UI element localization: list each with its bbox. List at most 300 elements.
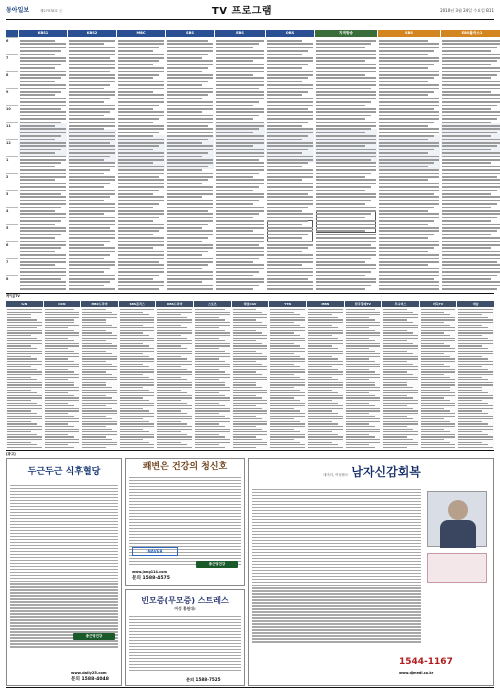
program-text-line xyxy=(316,281,376,283)
cable-program-text-line xyxy=(7,416,42,417)
program-text-line xyxy=(379,128,439,130)
program-text-line xyxy=(316,179,376,181)
cable-program-text-line xyxy=(383,317,418,318)
program-text-line xyxy=(379,105,439,107)
program-text-line xyxy=(20,162,61,164)
cable-program-text-line xyxy=(157,361,192,362)
program-text-line xyxy=(118,128,164,130)
program-text-line xyxy=(442,71,500,73)
cable-program-text-line xyxy=(270,314,300,315)
program-text-line xyxy=(20,254,66,256)
program-text-line xyxy=(167,234,213,236)
cable-program-text-line xyxy=(195,392,219,393)
cable-program-text-line xyxy=(233,374,263,375)
program-text-line xyxy=(69,152,115,154)
cable-column xyxy=(194,301,231,449)
cable-program-text-line xyxy=(195,345,230,346)
cable-program-text-line xyxy=(120,439,144,440)
program-text-line xyxy=(379,135,434,137)
program-text-line xyxy=(20,275,66,277)
schedule-info-line xyxy=(6,21,494,28)
cable-program-text-line xyxy=(383,405,407,406)
cable-program-text-line xyxy=(195,410,230,411)
cable-program-text-line xyxy=(82,364,112,365)
cable-program-text-line xyxy=(157,444,187,445)
program-text-line xyxy=(216,169,264,171)
program-text-line xyxy=(20,64,61,66)
channel-column-sbs xyxy=(166,30,214,292)
cable-program-text-line xyxy=(458,397,493,398)
cable-program-text-line xyxy=(308,392,338,393)
program-text-line xyxy=(167,275,213,277)
program-text-line xyxy=(20,91,61,93)
program-text-line xyxy=(69,271,104,273)
cable-program-text-line xyxy=(270,397,294,398)
cable-program-text-line xyxy=(346,400,381,401)
cable-program-text-line xyxy=(383,369,418,370)
program-text-line xyxy=(216,183,264,185)
program-text-line xyxy=(69,173,104,175)
cable-program-text-line xyxy=(7,405,42,406)
program-text-line xyxy=(167,224,208,226)
cable-program-text-line xyxy=(383,327,418,328)
cable-program-text-line xyxy=(308,335,332,336)
cable-program-text-line xyxy=(233,330,257,331)
program-text-line xyxy=(118,207,153,209)
program-text-line xyxy=(118,169,164,171)
program-text-line xyxy=(316,132,365,134)
program-text-line xyxy=(69,203,115,205)
cable-program-text-line xyxy=(346,444,370,445)
cable-program-text-line xyxy=(7,353,42,354)
program-text-line xyxy=(118,224,164,226)
program-text-line xyxy=(442,244,500,246)
program-text-line xyxy=(442,183,500,185)
program-text-line xyxy=(316,190,365,192)
cable-program-text-line xyxy=(7,447,42,448)
program-text-line xyxy=(379,247,434,249)
program-text-line xyxy=(20,81,55,83)
cable-program-text-line xyxy=(120,442,150,443)
cable-program-text-line xyxy=(308,374,343,375)
program-text-line xyxy=(20,237,55,239)
cable-program-text-line xyxy=(233,413,268,414)
cable-program-text-line xyxy=(7,338,37,339)
cable-channel-head: 예술 xyxy=(457,301,494,307)
program-text-line xyxy=(379,162,434,164)
program-text-line xyxy=(316,125,376,127)
program-text-line xyxy=(216,275,253,277)
hour-label: 6 xyxy=(6,37,18,54)
program-text-line xyxy=(69,40,115,42)
program-text-line xyxy=(379,145,439,147)
cable-program-text-line xyxy=(383,335,418,336)
cable-program-text-line xyxy=(421,434,456,435)
cable-program-text-line xyxy=(45,338,69,339)
ad-subheadline: 여성 홍원대! xyxy=(174,606,196,612)
program-text-line xyxy=(379,64,434,66)
cable-program-text-line xyxy=(233,423,268,424)
program-text-line xyxy=(69,162,115,164)
program-text-line xyxy=(20,169,66,171)
cable-program-text-line xyxy=(7,442,31,443)
program-text-line xyxy=(167,247,213,249)
cable-program-text-line xyxy=(120,348,155,349)
cable-program-text-line xyxy=(195,439,230,440)
program-text-line xyxy=(118,98,164,100)
cable-channel-head: 채널CGV xyxy=(232,301,269,307)
cable-program-text-line xyxy=(308,413,338,414)
cable-program-text-line xyxy=(82,410,117,411)
program-text-line xyxy=(442,91,491,93)
cable-program-text-line xyxy=(157,403,187,404)
cable-program-text-line xyxy=(120,416,155,417)
program-text-line xyxy=(316,101,371,103)
program-text-line xyxy=(316,210,376,212)
cable-program-text-line xyxy=(82,338,117,339)
cable-program-text-line xyxy=(195,403,219,404)
ad-body-text xyxy=(10,485,118,649)
cable-program-text-line xyxy=(308,309,343,310)
cable-program-text-line xyxy=(270,403,305,404)
program-text-line xyxy=(216,200,259,202)
program-text-line xyxy=(167,128,213,130)
cable-program-text-line xyxy=(157,325,181,326)
program-text-line xyxy=(267,227,313,229)
program-text-line xyxy=(442,98,500,100)
cable-program-text-line xyxy=(458,358,488,359)
cable-program-text-line xyxy=(270,366,300,367)
cable-program-text-line xyxy=(383,397,413,398)
program-text-line xyxy=(316,183,376,185)
program-text-line xyxy=(69,288,115,290)
cable-program-text-line xyxy=(383,356,418,357)
cable-program-text-line xyxy=(308,353,343,354)
cable-program-text-line xyxy=(157,340,192,341)
cable-program-list xyxy=(6,307,43,449)
cable-program-text-line xyxy=(233,418,263,419)
cable-channel-head: tvN xyxy=(6,301,43,307)
cable-program-text-line xyxy=(157,405,192,406)
cable-program-text-line xyxy=(45,325,80,326)
program-text-line xyxy=(167,149,213,151)
program-text-line xyxy=(118,122,153,124)
cable-program-text-line xyxy=(82,325,112,326)
program-text-line xyxy=(267,241,313,243)
cable-program-text-line xyxy=(7,377,31,378)
cable-program-text-line xyxy=(421,330,456,331)
program-text-line xyxy=(379,203,439,205)
program-text-line xyxy=(20,281,66,283)
program-text-line xyxy=(379,179,428,181)
cable-column xyxy=(156,301,193,449)
channel-head: SBS xyxy=(378,30,440,37)
program-text-line xyxy=(69,234,115,236)
cable-program-text-line xyxy=(270,309,305,310)
cable-program-text-line xyxy=(82,447,106,448)
program-text-line xyxy=(267,207,308,209)
program-text-line xyxy=(20,77,61,79)
cable-program-text-line xyxy=(383,421,418,422)
cable-program-text-line xyxy=(458,400,482,401)
program-text-line xyxy=(379,210,428,212)
cable-program-text-line xyxy=(383,395,407,396)
cable-program-text-line xyxy=(270,377,300,378)
program-text-line xyxy=(379,183,439,185)
program-list xyxy=(68,37,116,292)
hour-label: 7 xyxy=(6,54,18,71)
cable-program-text-line xyxy=(458,377,482,378)
program-text-line xyxy=(167,94,208,96)
cable-program-text-line xyxy=(157,379,187,380)
cable-program-text-line xyxy=(346,436,376,437)
program-text-line xyxy=(379,207,434,209)
cable-program-text-line xyxy=(120,364,144,365)
cable-program-text-line xyxy=(233,314,268,315)
cable-program-text-line xyxy=(195,332,230,333)
program-text-line xyxy=(118,162,153,164)
program-text-line xyxy=(118,115,164,117)
cable-program-text-line xyxy=(421,384,456,385)
cable-program-text-line xyxy=(346,345,381,346)
cable-program-text-line xyxy=(7,314,31,315)
program-text-line xyxy=(167,135,213,137)
program-text-line xyxy=(167,162,213,164)
paper-name: 동아일보 xyxy=(6,7,30,15)
masthead-rule xyxy=(6,19,494,20)
program-text-line xyxy=(267,122,308,124)
cable-program-text-line xyxy=(346,312,381,313)
cable-program-text-line xyxy=(120,361,155,362)
program-text-line xyxy=(316,54,376,56)
cable-program-text-line xyxy=(308,330,343,331)
cable-program-text-line xyxy=(157,319,192,320)
program-text-line xyxy=(267,145,313,147)
cable-program-text-line xyxy=(157,327,187,328)
program-text-line xyxy=(20,88,66,90)
program-text-line xyxy=(216,288,253,290)
program-text-line xyxy=(167,203,213,205)
cable-program-text-line xyxy=(7,397,42,398)
program-text-line xyxy=(216,105,253,107)
program-text-line xyxy=(69,176,115,178)
program-text-line xyxy=(442,275,497,277)
cable-program-text-line xyxy=(346,371,376,372)
cable-program-text-line xyxy=(7,317,31,318)
program-text-line xyxy=(267,244,313,246)
program-text-line xyxy=(167,98,202,100)
cable-program-text-line xyxy=(346,442,381,443)
program-text-line xyxy=(316,156,376,158)
program-text-line xyxy=(267,220,308,222)
cable-program-text-line xyxy=(82,317,117,318)
cable-program-text-line xyxy=(421,418,445,419)
program-text-line xyxy=(118,288,159,290)
program-text-line xyxy=(267,224,302,226)
cable-program-text-line xyxy=(421,444,456,445)
program-text-line xyxy=(167,118,213,120)
ad-site: www.djmedi.co.kr xyxy=(399,671,434,675)
cable-program-text-line xyxy=(157,423,187,424)
cable-program-text-line xyxy=(421,369,456,370)
program-text-line xyxy=(216,254,264,256)
program-text-line xyxy=(216,268,264,270)
cable-program-text-line xyxy=(270,429,294,430)
cable-program-text-line xyxy=(82,348,117,349)
cable-program-text-line xyxy=(195,343,230,344)
cable-program-text-line xyxy=(45,395,75,396)
program-list xyxy=(117,37,165,292)
program-text-line xyxy=(118,149,153,151)
cable-program-text-line xyxy=(45,434,69,435)
program-text-line xyxy=(20,183,66,185)
cable-program-text-line xyxy=(458,405,493,406)
cable-program-text-line xyxy=(7,358,37,359)
cable-program-text-line xyxy=(308,423,338,424)
program-text-line xyxy=(267,135,308,137)
program-text-line xyxy=(379,47,439,49)
program-text-line xyxy=(20,135,61,137)
program-text-line xyxy=(20,271,66,273)
program-text-line xyxy=(442,190,497,192)
program-text-line xyxy=(167,81,208,83)
program-text-line xyxy=(442,64,491,66)
cable-program-text-line xyxy=(195,429,230,430)
program-text-line xyxy=(442,159,500,161)
program-text-line xyxy=(20,132,66,134)
cable-program-list xyxy=(420,307,457,449)
channel-head: EBS xyxy=(215,30,265,37)
masthead xyxy=(6,4,494,18)
program-text-line xyxy=(167,258,213,260)
cable-program-text-line xyxy=(157,390,181,391)
cable-program-text-line xyxy=(383,439,413,440)
cable-program-text-line xyxy=(233,366,268,367)
cable-program-text-line xyxy=(195,361,225,362)
cable-program-text-line xyxy=(157,421,181,422)
hour-label: 8 xyxy=(6,71,18,88)
cable-program-text-line xyxy=(270,400,300,401)
cable-program-text-line xyxy=(346,338,370,339)
cable-channel-head: 스포츠 xyxy=(194,301,231,307)
cable-program-text-line xyxy=(421,436,456,437)
channel-column-obs xyxy=(266,30,314,292)
cable-program-text-line xyxy=(270,332,294,333)
channel-column-ebs-plus xyxy=(441,30,500,292)
cable-program-text-line xyxy=(421,410,451,411)
cable-program-text-line xyxy=(120,434,155,435)
program-text-line xyxy=(69,278,115,280)
cable-program-text-line xyxy=(346,418,381,419)
program-text-line xyxy=(69,74,115,76)
cable-program-text-line xyxy=(7,390,31,391)
cable-program-text-line xyxy=(233,392,268,393)
cable-program-text-line xyxy=(458,384,493,385)
cable-program-text-line xyxy=(308,356,332,357)
cable-program-text-line xyxy=(195,431,230,432)
cable-program-text-line xyxy=(120,426,155,427)
cable-program-text-line xyxy=(308,358,338,359)
program-text-line xyxy=(267,213,313,215)
cable-program-text-line xyxy=(383,447,407,448)
program-text-line xyxy=(267,190,313,192)
cable-program-text-line xyxy=(346,421,381,422)
program-text-line xyxy=(69,142,110,144)
cable-program-text-line xyxy=(346,390,381,391)
program-text-line xyxy=(69,244,104,246)
cable-program-text-line xyxy=(458,332,493,333)
cable-program-text-line xyxy=(82,403,117,404)
channel-column-kbs1 xyxy=(19,30,67,292)
cable-program-text-line xyxy=(346,392,370,393)
cable-program-text-line xyxy=(82,421,117,422)
program-text-line xyxy=(20,40,55,42)
cable-program-text-line xyxy=(458,395,493,396)
program-text-line xyxy=(316,244,371,246)
program-text-line xyxy=(167,101,213,103)
cable-program-text-line xyxy=(346,309,376,310)
program-text-line xyxy=(69,88,104,90)
cable-program-text-line xyxy=(458,436,493,437)
cable-program-text-line xyxy=(346,439,381,440)
cable-program-text-line xyxy=(346,395,376,396)
program-text-line xyxy=(267,254,313,256)
cable-program-text-line xyxy=(7,418,42,419)
program-text-line xyxy=(20,139,55,141)
program-text-line xyxy=(442,224,500,226)
cable-program-text-line xyxy=(82,384,106,385)
program-text-line xyxy=(118,173,164,175)
cable-program-text-line xyxy=(458,413,488,414)
cable-program-text-line xyxy=(421,343,445,344)
program-text-line xyxy=(316,111,376,113)
program-text-line xyxy=(442,169,500,171)
program-text-line xyxy=(69,77,115,79)
cable-program-text-line xyxy=(82,418,112,419)
program-text-line xyxy=(316,98,376,100)
program-text-line xyxy=(20,251,55,253)
program-text-line xyxy=(69,183,110,185)
cable-program-text-line xyxy=(421,314,451,315)
cable-program-text-line xyxy=(157,366,181,367)
cable-program-text-line xyxy=(308,325,332,326)
program-text-line xyxy=(216,84,264,86)
cable-program-text-line xyxy=(195,340,225,341)
program-text-line xyxy=(267,60,313,62)
cable-program-text-line xyxy=(383,387,413,388)
cable-program-text-line xyxy=(458,429,493,430)
program-text-line xyxy=(118,111,164,113)
program-text-line xyxy=(20,94,55,96)
channel-head: MBC xyxy=(117,30,165,37)
hour-label: 5 xyxy=(6,224,18,241)
program-text-line xyxy=(267,210,302,212)
hour-label: 12 xyxy=(6,139,18,156)
cable-program-text-line xyxy=(421,439,445,440)
program-text-line xyxy=(118,186,164,188)
cable-program-text-line xyxy=(270,348,305,349)
program-text-line xyxy=(69,50,115,52)
cable-program-text-line xyxy=(421,374,445,375)
cable-program-text-line xyxy=(45,403,69,404)
cable-program-text-line xyxy=(120,408,144,409)
program-text-line xyxy=(316,71,376,73)
hour-label: 10 xyxy=(6,105,18,122)
program-text-line xyxy=(442,173,500,175)
program-text-line xyxy=(20,108,61,110)
channel-column-mbc xyxy=(117,30,165,292)
cable-program-text-line xyxy=(421,356,451,357)
